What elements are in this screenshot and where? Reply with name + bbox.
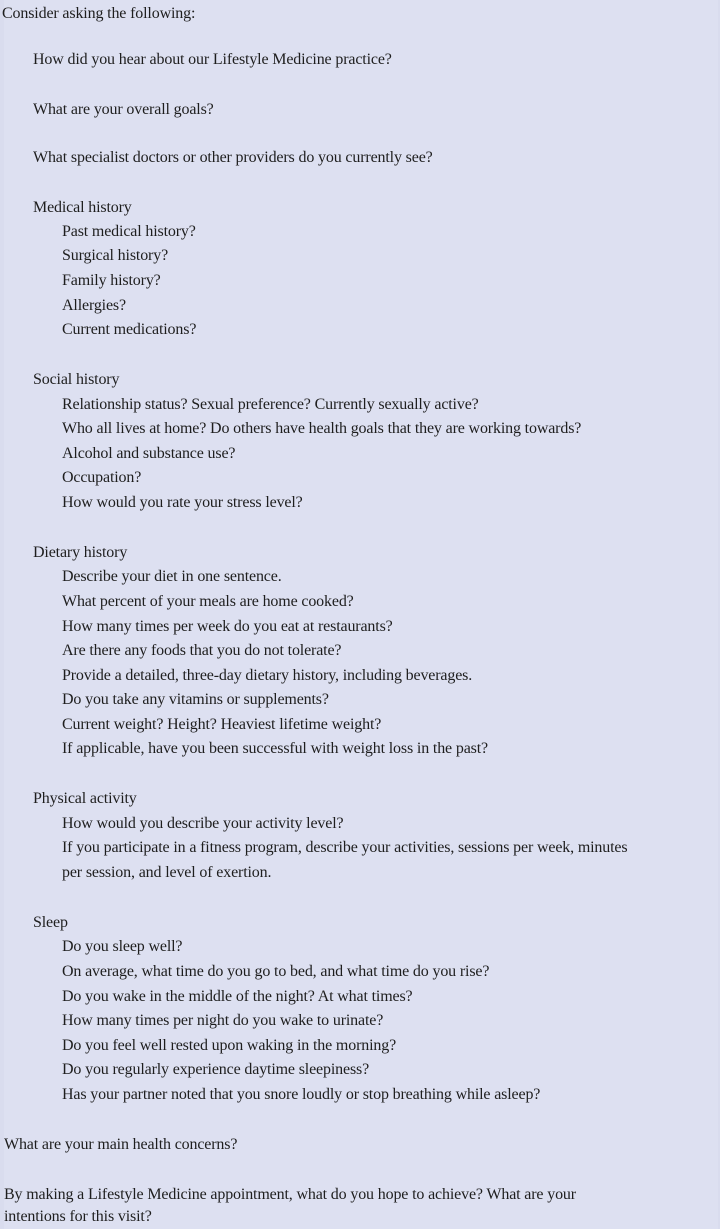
physical-activity-item: If you participate in a fitness program, describe your activities, sessions per week, minutes: [62, 839, 628, 856]
question-specialists: What specialist doctors or other providers do you currently see?: [33, 149, 433, 166]
sleep-item: On average, what time do you go to bed, and what time do you rise?: [62, 963, 490, 980]
sleep-item: Do you sleep well?: [62, 938, 183, 955]
sleep-item: How many times per night do you wake to urinate?: [62, 1012, 384, 1029]
physical-activity-item: How would you describe your activity level?: [62, 815, 344, 832]
section-title-medical-history: Medical history: [33, 199, 132, 216]
medical-history-item: Allergies?: [62, 297, 126, 314]
dietary-history-item: Current weight? Height? Heaviest lifetime weight?: [62, 716, 382, 733]
physical-activity-item: per session, and level of exertion.: [62, 864, 272, 881]
sleep-item: Do you feel well rested upon waking in the morning?: [62, 1037, 397, 1054]
social-history-item: Alcohol and substance use?: [62, 445, 236, 462]
intro-text: Consider asking the following:: [2, 5, 196, 22]
dietary-history-item: Describe your diet in one sentence.: [62, 568, 282, 585]
dietary-history-item: What percent of your meals are home cooked?: [62, 593, 354, 610]
question-overall-goals: What are your overall goals?: [33, 101, 214, 118]
dietary-history-item: Do you take any vitamins or supplements?: [62, 691, 329, 708]
medical-history-item: Surgical history?: [62, 247, 169, 264]
dietary-history-item: Provide a detailed, three-day dietary history, including beverages.: [62, 667, 473, 684]
social-history-item: Relationship status? Sexual preference? Currently sexually active?: [62, 396, 479, 413]
dietary-history-item: If applicable, have you been successful with weight loss in the past?: [62, 740, 488, 757]
section-title-physical-activity: Physical activity: [33, 790, 137, 807]
section-title-social-history: Social history: [33, 371, 120, 388]
dietary-history-item: Are there any foods that you do not tolerate?: [62, 642, 342, 659]
social-history-item: How would you rate your stress level?: [62, 494, 303, 511]
sleep-item: Do you wake in the middle of the night? At what times?: [62, 988, 413, 1005]
sleep-item: Do you regularly experience daytime sleepiness?: [62, 1061, 370, 1078]
social-history-item: Who all lives at home? Do others have health goals that they are working towards?: [62, 420, 582, 437]
section-title-sleep: Sleep: [33, 914, 68, 931]
medical-history-item: Current medications?: [62, 321, 197, 338]
question-hope-to-achieve: By making a Lifestyle Medicine appointment, what do you hope to achieve? What are your: [4, 1186, 576, 1203]
question-intentions: intentions for this visit?: [4, 1208, 152, 1225]
section-title-dietary-history: Dietary history: [33, 544, 128, 561]
social-history-item: Occupation?: [62, 469, 142, 486]
question-main-concerns: What are your main health concerns?: [4, 1136, 238, 1153]
medical-history-item: Family history?: [62, 272, 161, 289]
medical-history-item: Past medical history?: [62, 223, 196, 240]
sleep-item: Has your partner noted that you snore loudly or stop breathing while asleep?: [62, 1086, 541, 1103]
question-hear-about: How did you hear about our Lifestyle Medicine practice?: [33, 51, 392, 68]
dietary-history-item: How many times per week do you eat at restaurants?: [62, 618, 393, 635]
